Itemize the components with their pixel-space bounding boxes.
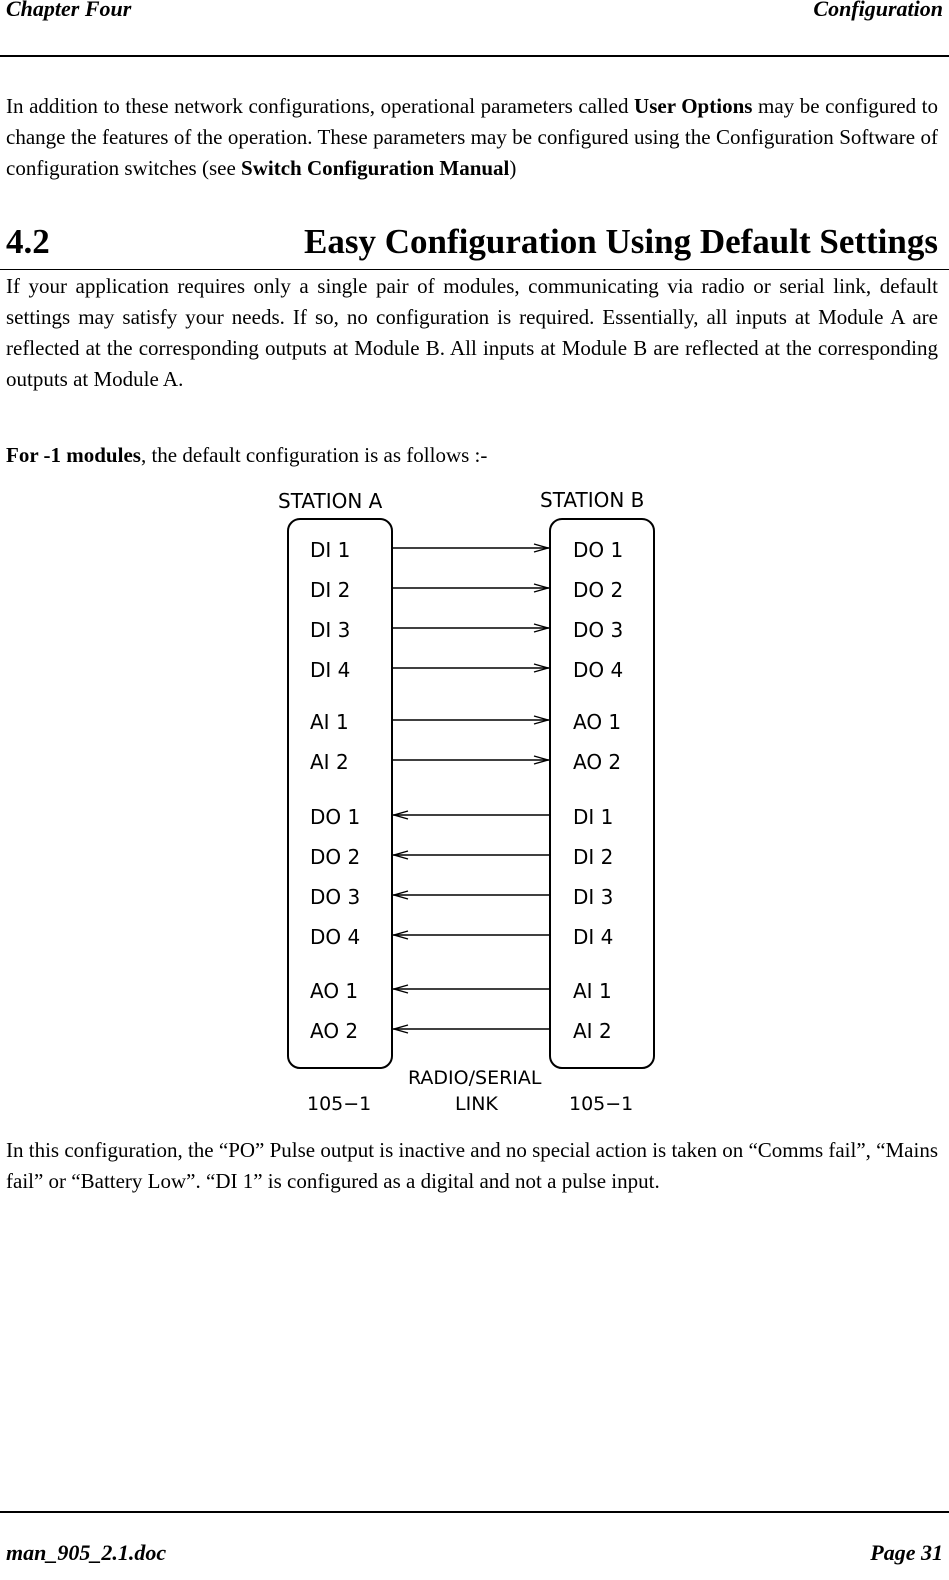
station-a-io-label: DO 1 <box>310 805 361 829</box>
station-a-label: STATION A <box>278 489 383 513</box>
link-label-line2: LINK <box>455 1093 498 1115</box>
station-a-io-label: DO 4 <box>310 925 361 949</box>
user-options-term: User Options <box>634 94 753 118</box>
section-label: Configuration <box>813 0 943 21</box>
station-a-io-label: AI 2 <box>310 750 349 774</box>
switch-manual-ref: Switch Configuration Manual <box>241 156 510 180</box>
station-a-io-label: DO 2 <box>310 845 361 869</box>
model-b-label: 105−1 <box>569 1093 634 1115</box>
link-label-line1: RADIO/SERIAL <box>408 1067 542 1089</box>
station-a-io-label: DI 3 <box>310 618 351 642</box>
station-a-io-label: AO 2 <box>310 1019 359 1043</box>
station-a-io-label: DI 2 <box>310 578 351 602</box>
intro-text-3: ) <box>509 156 517 180</box>
default-settings-paragraph: If your application requires only a single pair of modules, communicating via radio or serial link, default settings may satisfy your needs. If so, no configuration is required. Essentially, all inputs at Module A are reflected at the corresponding outputs at Module B. All inputs at Module B are reflected at the corresponding outputs at Module A. <box>6 274 938 391</box>
footer-rule <box>0 1511 949 1513</box>
station-a-io-label: AI 1 <box>310 710 349 734</box>
modules-bold: For -1 modules <box>6 443 141 467</box>
station-b-io-label: DO 3 <box>573 618 624 642</box>
station-b-io-label: AI 2 <box>573 1019 612 1043</box>
station-b-io-label: DI 4 <box>573 925 614 949</box>
station-b-label: STATION B <box>540 488 645 512</box>
modules-text: , the default configuration is as follows :- <box>140 443 488 467</box>
station-b-io-label: DO 1 <box>573 538 624 562</box>
intro-text-2: may be configured to change the features of the operation. These parameters may be configured using the Configuration Software of configuration switches (see <box>6 94 938 180</box>
station-b-io-label: DI 1 <box>573 805 614 829</box>
footer-page-number: Page 31 <box>870 1540 943 1565</box>
intro-text-1: In addition to these network configurations, operational parameters called <box>6 94 635 118</box>
station-b-io-label: AO 1 <box>573 710 622 734</box>
station-a-io-label: AO 1 <box>310 979 359 1003</box>
station-a-io-label: DI 1 <box>310 538 351 562</box>
station-b-io-label: AI 1 <box>573 979 612 1003</box>
closing-paragraph: In this configuration, the “PO” Pulse output is inactive and no special action is taken on “Comms fail”, “Mains fail” or “Battery Low”. “DI 1” is configured as a digital and not a pulse input. <box>6 1138 938 1193</box>
station-b-io-label: AO 2 <box>573 750 622 774</box>
station-b-io-label: DO 2 <box>573 578 624 602</box>
station-b-io-label: DI 2 <box>573 845 614 869</box>
model-a-label: 105−1 <box>307 1093 372 1115</box>
station-b-io-label: DO 4 <box>573 658 624 682</box>
section-title: Easy Configuration Using Default Settings <box>304 222 938 261</box>
station-b-io-label: DI 3 <box>573 885 614 909</box>
station-a-io-label: DO 3 <box>310 885 361 909</box>
station-a-io-label: DI 4 <box>310 658 351 682</box>
footer-doc-name: man_905_2.1.doc <box>6 1540 167 1565</box>
chapter-label: Chapter Four <box>6 0 132 21</box>
section-number: 4.2 <box>6 222 50 261</box>
